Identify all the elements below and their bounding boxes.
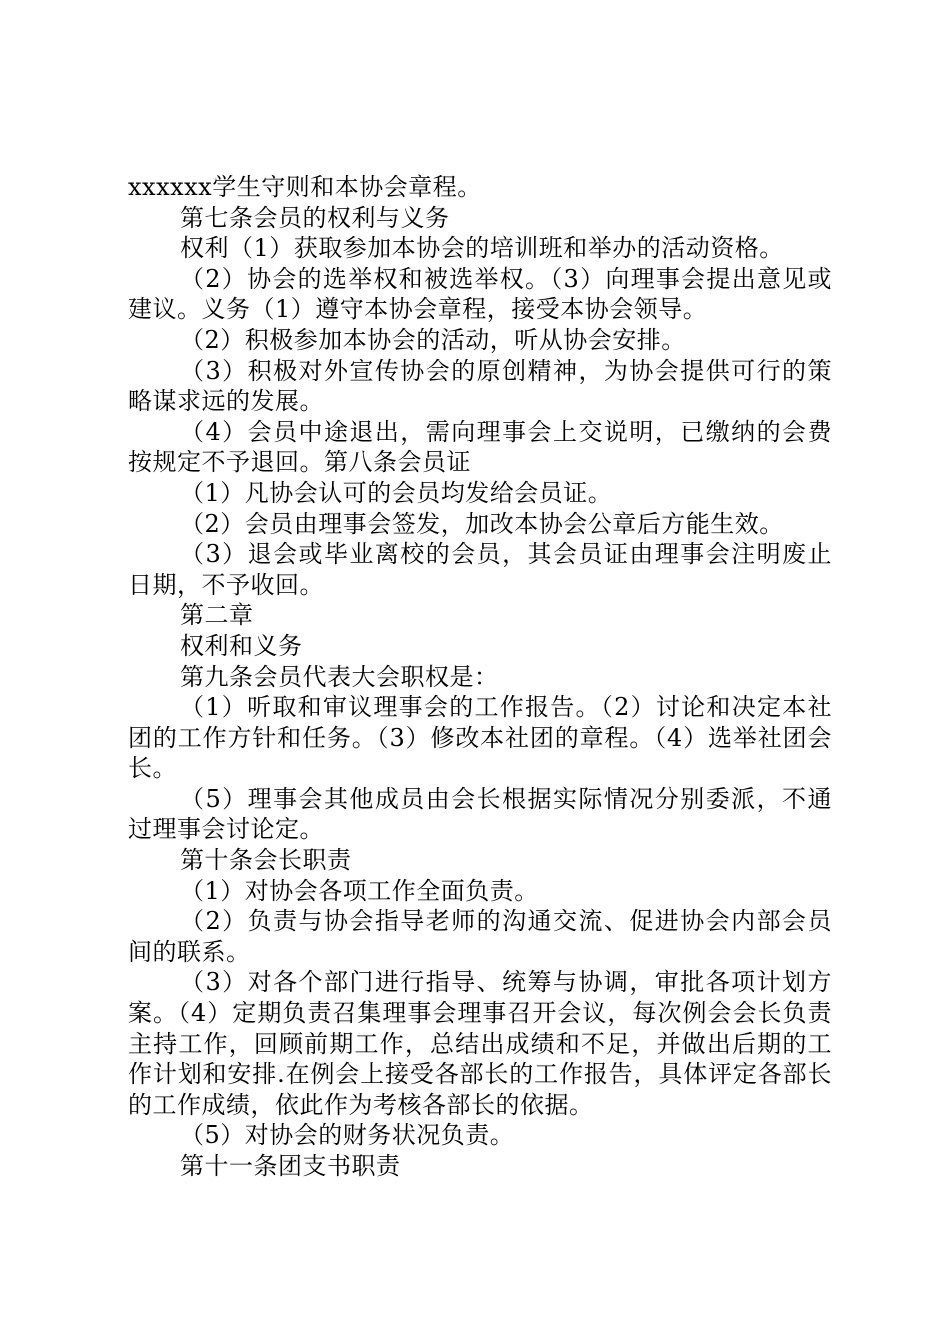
paragraph-20: （5）对协会的财务状况负责。 (180, 1121, 515, 1150)
chapter-heading: 第二章 (180, 601, 254, 630)
paragraph-18: （2）负责与协会指导老师的沟通交流、促进协会内部会员间的联系。 (128, 907, 832, 966)
paragraph-8: （1）凡协会认可的会员均发给会员证。 (180, 478, 613, 507)
paragraph-6: （3）积极对外宣传协会的原创精神，为协会提供可行的策略谋求远的发展。 (128, 356, 832, 416)
paragraph-13: 第九条会员代表大会职权是： (180, 662, 499, 691)
paragraph-14: （1）听取和审议理事会的工作报告。（2）讨论和决定本社团的工作方针和任务。（3）修改本社团的章程。（4）选举社团会长。 (128, 693, 832, 783)
paragraph-19: （3）对各个部门进行指导、统筹与协调，审批各项计划方案。（4）定期负责召集理事会理事召开会议，每次例会会长负责主持工作，回顾前期工作，总结出成绩和不足，并做出后期的工作计划和安排.在例会上接受各部长的工作报告，具体评定各部长的工作成绩，依此作为考核各部长的依据。 (128, 968, 832, 1119)
paragraph-3: 权利（1）获取参加本协会的培训班和举办的活动资格。 (180, 234, 784, 263)
paragraph-4: （2）协会的选举权和被选举权。（3）向理事会提出意见或建议。义务（1）遵守本协会章程，接受本协会领导。 (128, 264, 832, 324)
document-body (128, 172, 832, 1182)
paragraph-9: （2）会员由理事会签发，加改本协会公章后方能生效。 (180, 509, 784, 538)
paragraph-5: （2）积极参加本协会的活动，听从协会安排。 (180, 325, 686, 354)
paragraph-17: （1）对协会各项工作全面负责。 (180, 876, 539, 905)
chapter-title: 权利和义务 (180, 631, 303, 660)
paragraph-7: （4）会员中途退出，需向理事会上交说明，已缴纳的会费按规定不予退回。第八条会员证 (128, 417, 832, 477)
paragraph-10: （3）退会或毕业离校的会员，其会员证由理事会注明废止日期，不予收回。 (128, 540, 832, 599)
paragraph-21: 第十一条团支书职责 (180, 1152, 401, 1180)
paragraph-2: 第七条会员的权利与义务 (180, 203, 450, 232)
paragraph-16: 第十条会长职责 (180, 846, 352, 875)
paragraph-1: xxxxxx学生守则和本协会章程。 (128, 173, 482, 201)
paragraph-15: （5）理事会其他成员由会长根据实际情况分别委派，不通过理事会讨论定。 (128, 784, 832, 844)
